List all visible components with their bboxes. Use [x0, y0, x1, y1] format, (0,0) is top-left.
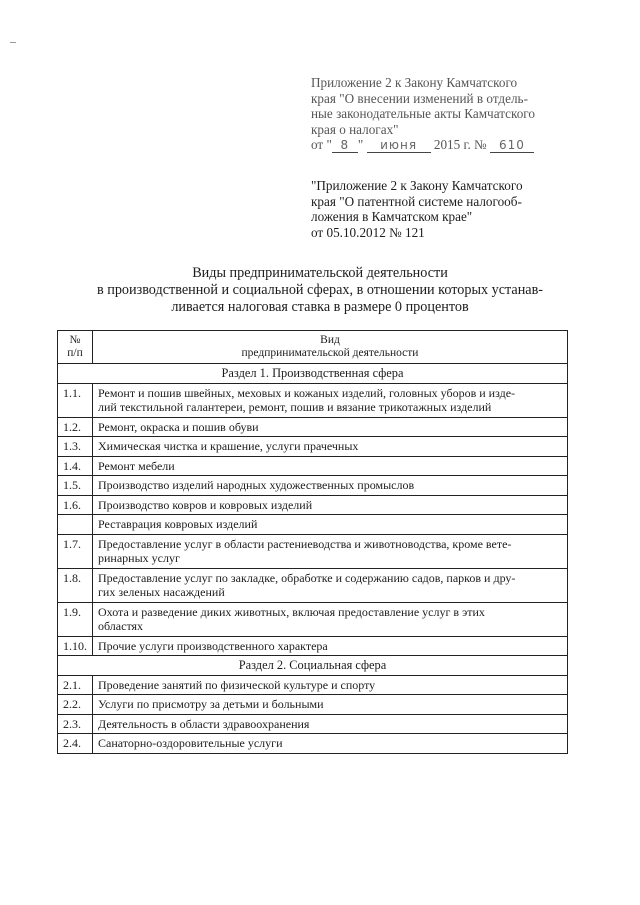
row-number: 1.3. [58, 437, 93, 457]
date-prefix: от [311, 137, 324, 153]
amendment-date-line [311, 137, 581, 153]
table-row [58, 437, 568, 457]
description-line: Деятельность в области здравоохранения [98, 716, 310, 731]
table-row [58, 695, 568, 715]
amendment-reference [311, 75, 581, 153]
table-row [58, 714, 568, 734]
table-row [58, 568, 568, 602]
date-month: июня [367, 139, 431, 153]
title-line: Виды предпринимательской деятельности [192, 265, 448, 281]
date-year: 2015 г. № [433, 137, 487, 153]
description-line: Услуги по присмотру за детьми и больными [98, 697, 324, 711]
description-line: Ремонт, окраска и пошив обуви [98, 419, 259, 434]
description-line: Охота и разведение диких животных, включая предоставление услуг в этих [98, 604, 485, 619]
row-description [93, 568, 568, 602]
quote-close: " [357, 137, 364, 153]
document-title [60, 265, 580, 316]
row-description [93, 476, 568, 496]
date-day: 8 [332, 139, 358, 153]
description-line: Реставрация ковровых изделий [98, 517, 258, 531]
title-line: в производственной и социальной сферах, в отношении которых устанав- [96, 282, 544, 298]
row-number: 1.2. [58, 417, 93, 437]
row-description [93, 515, 568, 535]
section-title: Раздел 1. Производственная сфера [58, 364, 568, 384]
description-line: Ремонт и пошив швейных, меховых и кожаных изделий, головных уборов и изде- [98, 385, 516, 400]
row-number: 2.3. [58, 714, 93, 734]
table-row [58, 515, 568, 535]
table-row [58, 534, 568, 568]
row-description [93, 734, 568, 754]
header-kind [93, 331, 568, 364]
amendment-line: края "О внесении изменений в отдель- [311, 90, 528, 106]
table-body [58, 364, 568, 754]
row-number: 2.1. [58, 675, 93, 695]
original-law-line: края "О патентной системе налогооб- [311, 193, 522, 209]
table-row [58, 417, 568, 437]
row-description [93, 383, 568, 417]
description-line: Прочие услуги производственного характера [98, 638, 328, 653]
law-number: 610 [490, 139, 534, 153]
description-line: Химическая чистка и крашение, услуги прачечных [98, 439, 359, 453]
scan-mark [10, 42, 16, 43]
description-line: Ремонт мебели [98, 458, 175, 473]
table-row [58, 476, 568, 496]
description-line: Производство изделий народных художественных промыслов [98, 478, 415, 492]
original-law-reference [311, 178, 581, 240]
description-line: ринарных услуг [98, 551, 180, 565]
original-law-line: от 05.10.2012 № 121 [311, 224, 425, 240]
row-number [58, 515, 93, 535]
table-row [58, 383, 568, 417]
table-header-row [58, 331, 568, 364]
row-description [93, 695, 568, 715]
amendment-line: Приложение 2 к Закону Камчатского [311, 75, 518, 90]
row-number: 1.8. [58, 568, 93, 602]
row-description [93, 437, 568, 457]
amendment-line: края о налогах" [311, 121, 399, 137]
table-row [58, 495, 568, 515]
header-num-line: п/п [67, 347, 83, 359]
title-line: ливается налоговая ставка в размере 0 процентов [171, 299, 469, 315]
header-num-line: № [69, 334, 81, 346]
section-row [58, 364, 568, 384]
row-description [93, 456, 568, 476]
row-description [93, 714, 568, 734]
description-line: областях [98, 619, 144, 633]
description-line: Санаторно-оздоровительные услуги [98, 736, 283, 750]
table-row [58, 734, 568, 754]
header-number [58, 331, 93, 364]
row-number: 1.10. [58, 636, 93, 656]
row-number: 1.6. [58, 495, 93, 515]
table-row [58, 456, 568, 476]
original-law-line: ложения в Камчатском крае" [311, 209, 473, 225]
activities-table [57, 330, 568, 754]
amendment-line: ные законодательные акты Камчатского [311, 106, 535, 122]
header-kind-line: предпринимательской деятельности [241, 347, 419, 359]
section-title: Раздел 2. Социальная сфера [58, 656, 568, 676]
table-row [58, 602, 568, 636]
table-row [58, 675, 568, 695]
row-number: 1.7. [58, 534, 93, 568]
row-description [93, 602, 568, 636]
description-line: Предоставление услуг в области растениеводства и животноводства, кроме вете- [98, 536, 512, 551]
row-number: 2.4. [58, 734, 93, 754]
row-number: 1.4. [58, 456, 93, 476]
section-row [58, 656, 568, 676]
description-line: Производство ковров и ковровых изделий [98, 497, 313, 512]
row-description [93, 495, 568, 515]
header-kind-line: Вид [320, 334, 340, 346]
original-law-line: "Приложение 2 к Закону Камчатского [311, 178, 523, 193]
row-description [93, 675, 568, 695]
quote-open: " [326, 137, 332, 153]
row-number: 1.5. [58, 476, 93, 496]
description-line: лий текстильной галантереи, ремонт, пошив и вязание трикотажных изделий [98, 400, 492, 414]
description-line: Проведение занятий по физической культуре и спорту [98, 677, 376, 692]
row-number: 2.2. [58, 695, 93, 715]
row-description [93, 534, 568, 568]
row-number: 1.9. [58, 602, 93, 636]
row-description [93, 636, 568, 656]
table-row [58, 636, 568, 656]
row-description [93, 417, 568, 437]
row-number: 1.1. [58, 383, 93, 417]
description-line: Предоставление услуг по закладке, обработке и содержанию садов, парков и дру- [98, 570, 516, 585]
description-line: гих зеленых насаждений [98, 585, 225, 599]
